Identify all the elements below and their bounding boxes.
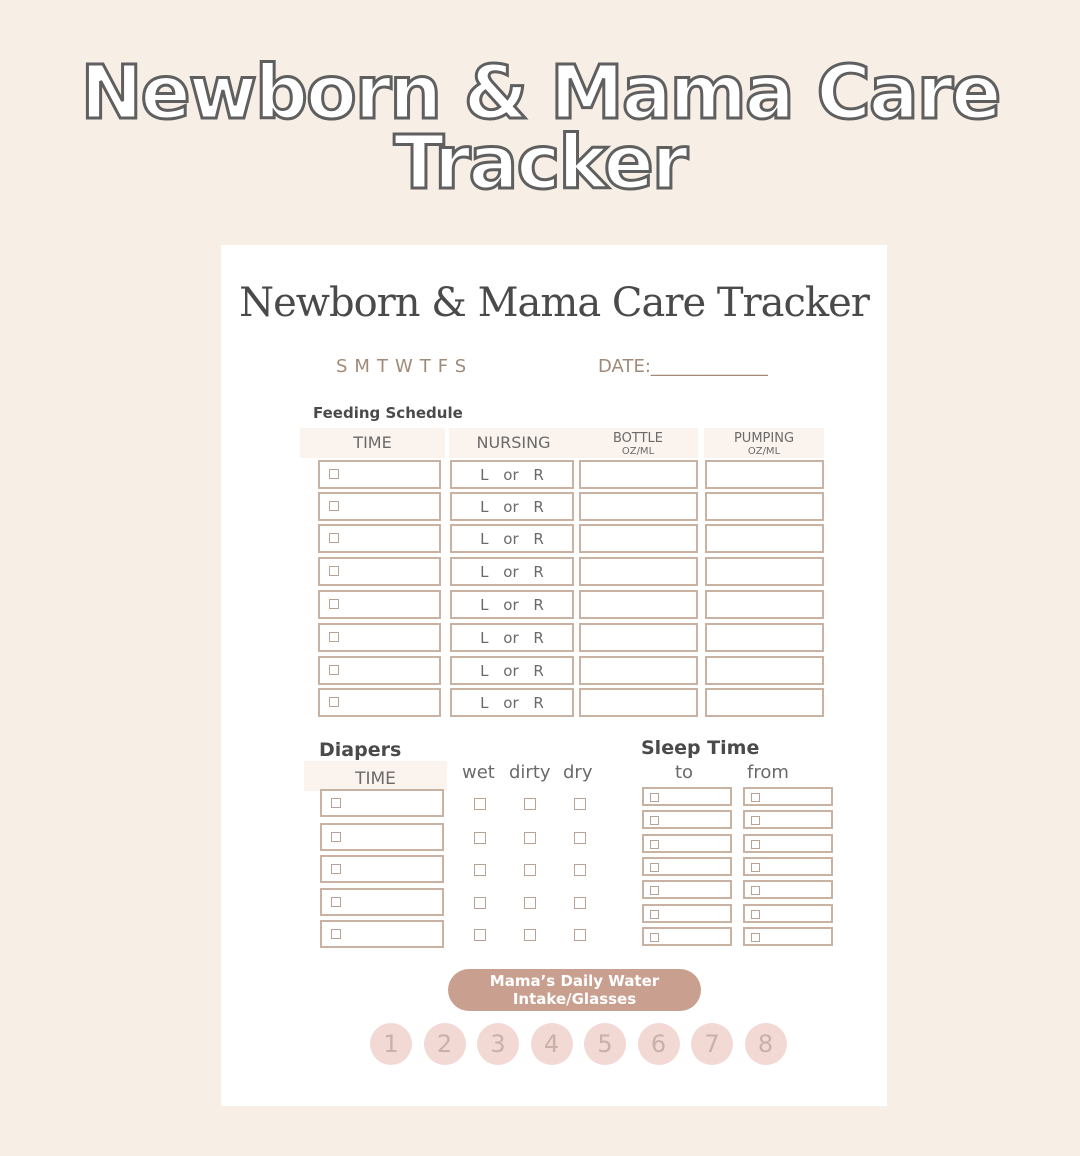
water-glass-5[interactable]: 5	[584, 1023, 626, 1065]
diaper-time-field[interactable]	[320, 920, 444, 948]
sleep-to-checkbox[interactable]	[650, 793, 659, 802]
diaper-dry-checkbox[interactable]	[574, 897, 586, 909]
water-glass-2[interactable]: 2	[424, 1023, 466, 1065]
diaper-time-field[interactable]	[320, 855, 444, 883]
sleep-to-field[interactable]	[642, 927, 732, 946]
sleep-from-header: from	[747, 762, 789, 783]
water-glass-3[interactable]: 3	[477, 1023, 519, 1065]
feeding-time-field[interactable]	[318, 590, 441, 619]
feeding-time-header	[300, 428, 445, 458]
feeding-bottle-header	[578, 428, 698, 458]
feeding-pumping-header-text: PUMPING	[733, 431, 795, 446]
diaper-time-checkbox[interactable]	[331, 798, 341, 808]
feeding-time-checkbox[interactable]	[329, 533, 339, 543]
sleep-to-checkbox[interactable]	[650, 863, 659, 872]
sleep-to-header: to	[675, 762, 694, 783]
diaper-time-checkbox[interactable]	[331, 864, 341, 874]
feeding-pumping-field[interactable]	[705, 590, 824, 619]
feeding-time-checkbox[interactable]	[329, 469, 339, 479]
feeding-nursing-field[interactable]	[450, 623, 574, 652]
diaper-dry-header: dry	[563, 762, 593, 783]
sleep-from-checkbox[interactable]	[751, 886, 760, 895]
diapers-time-header-text: TIME	[355, 769, 396, 789]
feeding-pumping-unit: OZ/ML	[747, 446, 781, 457]
nursing-side-text: L or R	[480, 629, 544, 647]
sleep-to-field[interactable]	[642, 857, 732, 876]
feeding-bottle-field[interactable]	[579, 590, 698, 619]
diaper-dry-checkbox[interactable]	[574, 864, 586, 876]
water-glass-4[interactable]: 4	[531, 1023, 573, 1065]
diaper-wet-checkbox[interactable]	[474, 832, 486, 844]
feeding-nursing-header-text: NURSING	[476, 433, 551, 452]
diapers-time-header	[304, 761, 447, 791]
feeding-nursing-field[interactable]	[450, 460, 574, 489]
sleep-from-checkbox[interactable]	[751, 793, 760, 802]
sleep-to-field[interactable]	[642, 787, 732, 806]
sheet-title: Newborn & Mama Care Tracker	[239, 280, 869, 326]
feeding-time-field[interactable]	[318, 492, 441, 521]
diaper-dirty-header: dirty	[509, 762, 551, 783]
feeding-bottle-field[interactable]	[579, 492, 698, 521]
feeding-time-field[interactable]	[318, 623, 441, 652]
feeding-nursing-field[interactable]	[450, 524, 574, 553]
sleep-time-label: Sleep Time	[641, 737, 760, 759]
feeding-bottle-field[interactable]	[579, 557, 698, 586]
diapers-label: Diapers	[319, 739, 402, 761]
feeding-time-checkbox[interactable]	[329, 501, 339, 511]
diaper-time-field[interactable]	[320, 823, 444, 851]
weekday-letters: SMTWTFS	[336, 356, 474, 377]
feeding-pumping-header	[704, 428, 824, 458]
diaper-time-field[interactable]	[320, 789, 444, 817]
diaper-wet-checkbox[interactable]	[474, 798, 486, 810]
feeding-schedule-label: Feeding Schedule	[313, 404, 463, 422]
diaper-dirty-checkbox[interactable]	[524, 929, 536, 941]
feeding-pumping-field[interactable]	[705, 460, 824, 489]
sleep-to-checkbox[interactable]	[650, 816, 659, 825]
feeding-bottle-header-text: BOTTLE	[612, 431, 664, 446]
diaper-wet-header: wet	[462, 762, 495, 783]
water-glass-6[interactable]: 6	[638, 1023, 680, 1065]
diaper-dry-checkbox[interactable]	[574, 798, 586, 810]
feeding-time-field[interactable]	[318, 524, 441, 553]
feeding-pumping-field[interactable]	[705, 623, 824, 652]
sleep-to-field[interactable]	[642, 904, 732, 923]
feeding-bottle-field[interactable]	[579, 460, 698, 489]
diaper-dirty-checkbox[interactable]	[524, 798, 536, 810]
feeding-nursing-header	[449, 428, 578, 458]
water-intake-label	[448, 969, 701, 1011]
diaper-dirty-checkbox[interactable]	[524, 832, 536, 844]
feeding-time-field[interactable]	[318, 688, 441, 717]
diaper-wet-checkbox[interactable]	[474, 864, 486, 876]
nursing-side-text: L or R	[480, 662, 544, 680]
feeding-time-checkbox[interactable]	[329, 665, 339, 675]
feeding-nursing-field[interactable]	[450, 557, 574, 586]
feeding-bottle-field[interactable]	[579, 623, 698, 652]
diaper-dry-checkbox[interactable]	[574, 929, 586, 941]
sleep-from-field[interactable]	[743, 834, 833, 853]
feeding-bottle-field[interactable]	[579, 688, 698, 717]
feeding-time-checkbox[interactable]	[329, 632, 339, 642]
water-intake-label-line1: Mama’s Daily Water	[489, 972, 660, 990]
feeding-pumping-field[interactable]	[705, 492, 824, 521]
feeding-time-checkbox[interactable]	[329, 599, 339, 609]
diaper-time-checkbox[interactable]	[331, 897, 341, 907]
nursing-side-text: L or R	[480, 466, 544, 484]
water-glass-8[interactable]: 8	[745, 1023, 787, 1065]
sleep-from-field[interactable]	[743, 787, 833, 806]
feeding-pumping-field[interactable]	[705, 557, 824, 586]
feeding-pumping-field[interactable]	[705, 656, 824, 685]
feeding-time-field[interactable]	[318, 460, 441, 489]
sleep-to-checkbox[interactable]	[650, 933, 659, 942]
sleep-from-checkbox[interactable]	[751, 816, 760, 825]
feeding-nursing-field[interactable]	[450, 492, 574, 521]
sleep-to-checkbox[interactable]	[650, 886, 659, 895]
sleep-from-field[interactable]	[743, 857, 833, 876]
nursing-side-text: L or R	[480, 596, 544, 614]
water-glass-1[interactable]: 1	[370, 1023, 412, 1065]
feeding-time-checkbox[interactable]	[329, 566, 339, 576]
sleep-from-field[interactable]	[743, 927, 833, 946]
feeding-bottle-unit: OZ/ML	[621, 446, 655, 457]
hero-title-line1: Newborn & Mama Care	[80, 50, 1000, 136]
nursing-side-text: L or R	[480, 530, 544, 548]
feeding-time-header-text: TIME	[353, 433, 392, 452]
sleep-from-field[interactable]	[743, 810, 833, 829]
sleep-to-field[interactable]	[642, 810, 732, 829]
feeding-pumping-field[interactable]	[705, 688, 824, 717]
hero-title	[0, 50, 1080, 206]
feeding-time-checkbox[interactable]	[329, 697, 339, 707]
feeding-nursing-field[interactable]	[450, 688, 574, 717]
feeding-nursing-field[interactable]	[450, 590, 574, 619]
feeding-time-field[interactable]	[318, 557, 441, 586]
diaper-time-checkbox[interactable]	[331, 929, 341, 939]
feeding-bottle-field[interactable]	[579, 524, 698, 553]
nursing-side-text: L or R	[480, 694, 544, 712]
feeding-nursing-field[interactable]	[450, 656, 574, 685]
nursing-side-text: L or R	[480, 563, 544, 581]
diaper-wet-checkbox[interactable]	[474, 929, 486, 941]
sleep-to-checkbox[interactable]	[650, 910, 659, 919]
water-intake-label-line2: Intake/Glasses	[512, 990, 637, 1008]
sleep-from-checkbox[interactable]	[751, 840, 760, 849]
diaper-time-field[interactable]	[320, 888, 444, 916]
nursing-side-text: L or R	[480, 498, 544, 516]
sleep-from-field[interactable]	[743, 880, 833, 899]
date-label: DATE:_____________	[598, 356, 768, 377]
water-glass-7[interactable]: 7	[691, 1023, 733, 1065]
diaper-wet-checkbox[interactable]	[474, 897, 486, 909]
sleep-from-checkbox[interactable]	[751, 933, 760, 942]
diaper-dirty-checkbox[interactable]	[524, 864, 536, 876]
diaper-dirty-checkbox[interactable]	[524, 897, 536, 909]
diaper-dry-checkbox[interactable]	[574, 832, 586, 844]
sleep-from-checkbox[interactable]	[751, 863, 760, 872]
hero-title-line2: Tracker	[393, 120, 687, 206]
sleep-to-field[interactable]	[642, 834, 732, 853]
sleep-to-checkbox[interactable]	[650, 840, 659, 849]
feeding-pumping-field[interactable]	[705, 524, 824, 553]
diaper-time-checkbox[interactable]	[331, 832, 341, 842]
feeding-bottle-field[interactable]	[579, 656, 698, 685]
sleep-from-checkbox[interactable]	[751, 910, 760, 919]
feeding-time-field[interactable]	[318, 656, 441, 685]
sleep-from-field[interactable]	[743, 904, 833, 923]
sleep-to-field[interactable]	[642, 880, 732, 899]
